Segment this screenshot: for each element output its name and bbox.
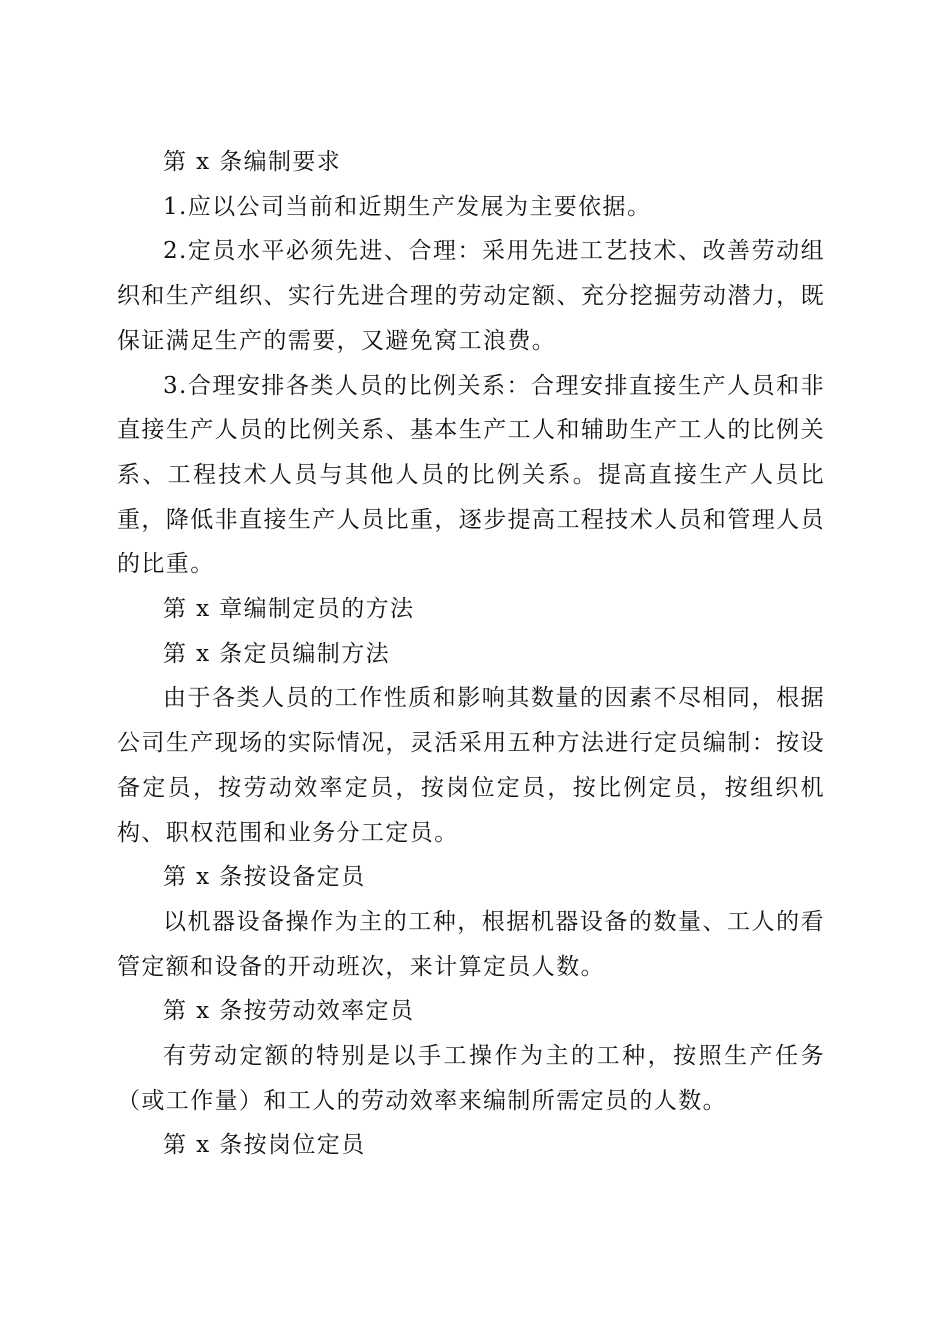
body-paragraph-by-efficiency: 有劳动定额的特别是以手工操作为主的工种，按照生产任务（或工作量）和工人的劳动效率来编制所需定员的人数。 [117, 1043, 825, 1114]
requirement-item-1: 1.应以公司当前和近期生产发展为主要依据。 [163, 193, 652, 220]
body-paragraph-by-equipment: 以机器设备操作为主的工种，根据机器设备的数量、工人的看管定额和设备的开动班次，来计算定员人数。 [117, 908, 825, 980]
article-heading-requirements: 第 x 条编制要求 [163, 149, 342, 175]
document-body [117, 140, 825, 1168]
requirement-item-3: 3.合理安排各类人员的比例关系：合理安排直接生产人员和非直接生产人员的比例关系、基本生产工人和辅助生产工人的比例关系、工程技术人员与其他人员的比例关系。提高直接生产人员比重，降低非直接生产人员比重，逐步提高工程技术人员和管理人员的比重。 [117, 372, 825, 578]
article-heading-by-position: 第 x 条按岗位定员 [163, 1132, 366, 1159]
article-heading-by-equipment: 第 x 条按设备定员 [163, 864, 366, 891]
article-heading-by-efficiency: 第 x 条按劳动效率定员 [163, 998, 415, 1025]
body-paragraph-methods: 由于各类人员的工作性质和影响其数量的因素不尽相同，根据公司生产现场的实际情况，灵活采用五种方法进行定员编制：按设备定员，按劳动效率定员，按岗位定员，按比例定员，按组织机构、职权范围和业务分工定员。 [117, 685, 825, 846]
chapter-heading-methods: 第 x 章编制定员的方法 [163, 596, 415, 623]
article-heading-staffing-methods: 第 x 条定员编制方法 [163, 640, 390, 667]
requirement-item-2: 2.定员水平必须先进、合理：采用先进工艺技术、改善劳动组织和生产组织、实行先进合理的劳动定额、充分挖掘劳动潜力，既保证满足生产的需要，又避免窝工浪费。 [117, 238, 825, 354]
